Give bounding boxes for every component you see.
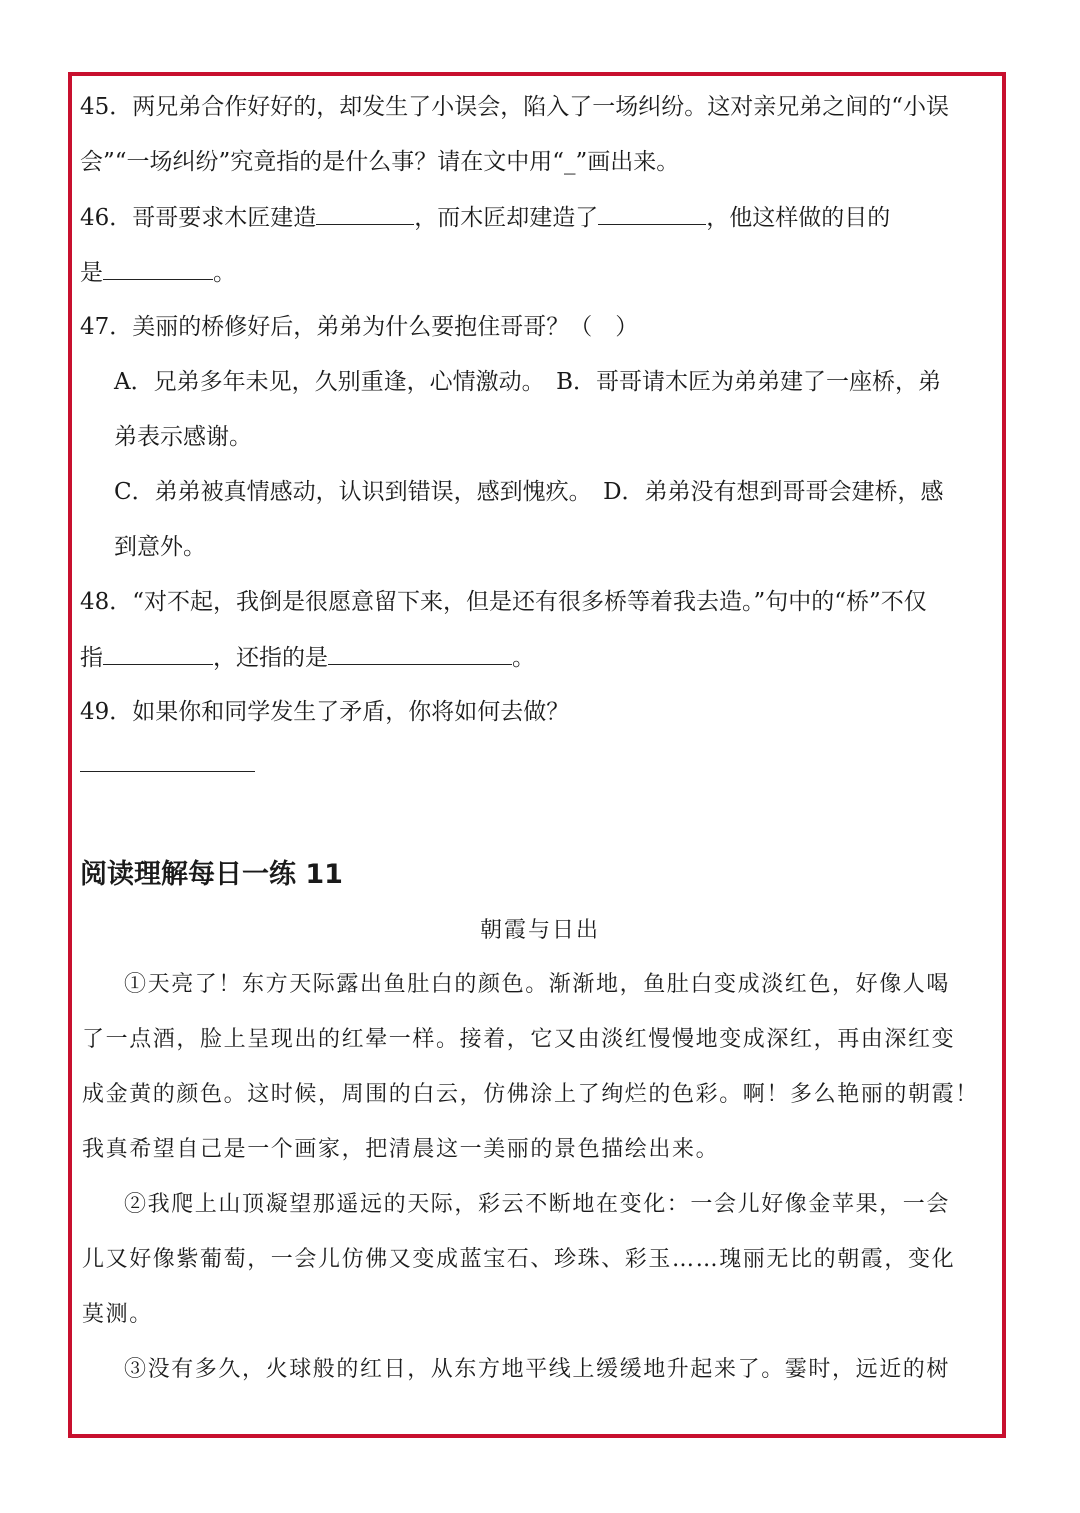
answer-blank[interactable] — [316, 202, 414, 225]
question-46-text-c: ，他这样做的目的 — [706, 205, 891, 231]
passage-p1-line-3: 成金黄的颜色。这时候，周围的白云，仿佛涂上了绚烂的色彩。啊！多么艳丽的朝霞！ — [82, 1082, 979, 1107]
passage-p1-line-2: 了一点酒，脸上呈现出的红晕一样。接着，它又由淡红慢慢地变成深红，再由深红变 — [82, 1027, 956, 1052]
question-45-line-2: 会”“一场纠纷”究竟指的是什么事？请在文中用“_”画出来。 — [80, 149, 680, 175]
passage-p2-line-1: ②我爬上山顶凝望那遥远的天际，彩云不断地在变化：一会儿好像金苹果，一会 — [124, 1192, 951, 1217]
answer-line[interactable] — [80, 771, 255, 772]
answer-blank[interactable] — [103, 642, 213, 665]
question-47-options-cd-cont: 到意外。 — [114, 534, 206, 560]
question-48-text-a: 指 — [80, 645, 103, 671]
question-46-line-2 — [80, 257, 236, 288]
question-48-text-b: ，还指的是 — [213, 645, 328, 671]
question-46-text-d: 是 — [80, 260, 103, 286]
question-46-line-1 — [80, 202, 890, 233]
question-48-line-1: 48．“对不起，我倒是很愿意留下来，但是还有很多桥等着我去造。”句中的“桥”不仅 — [80, 589, 927, 615]
answer-blank[interactable] — [103, 257, 213, 280]
question-48-text-c: 。 — [512, 645, 535, 671]
passage-p1-line-1: ①天亮了！东方天际露出鱼肚白的颜色。渐渐地，鱼肚白变成淡红色，好像人喝 — [124, 972, 951, 997]
section-heading: 阅读理解每日一练 11 — [80, 859, 343, 890]
passage-p1-line-4: 我真希望自己是一个画家，把清晨这一美丽的景色描绘出来。 — [82, 1137, 720, 1162]
question-49-stem: 49．如果你和同学发生了矛盾，你将如何去做？ — [80, 699, 570, 725]
passage-p3-line-1: ③没有多久，火球般的红日，从东方地平线上缓缓地升起来了。霎时，远近的树 — [124, 1357, 951, 1382]
passage-title: 朝霞与日出 — [479, 918, 600, 943]
question-47-options-ab: A．兄弟多年未见，久别重逢，心情激动。 B．哥哥请木匠为弟弟建了一座桥，弟 — [114, 369, 942, 395]
question-47-options-cd: C．弟弟被真情感动，认识到错误，感到愧疚。 D．弟弟没有想到哥哥会建桥，感 — [114, 479, 944, 505]
question-47-options-ab-cont: 弟表示感谢。 — [114, 424, 252, 450]
passage-p2-line-2: 儿又好像紫葡萄，一会儿仿佛又变成蓝宝石、珍珠、彩玉……瑰丽无比的朝霞，变化 — [82, 1247, 956, 1272]
question-46-text-b: ，而木匠却建造了 — [414, 205, 599, 231]
question-46-text-e: 。 — [213, 260, 236, 286]
question-46-text-a: 46．哥哥要求木匠建造 — [80, 205, 317, 231]
passage-p2-line-3: 莫测。 — [82, 1302, 153, 1327]
question-48-line-2 — [80, 642, 535, 673]
question-47-stem: 47．美丽的桥修好后，弟弟为什么要抱住哥哥？（ ） — [80, 314, 639, 340]
answer-blank[interactable] — [328, 642, 512, 665]
question-45-line-1: 45．两兄弟合作好好的，却发生了小误会，陷入了一场纠纷。这对亲兄弟之间的“小误 — [80, 94, 950, 120]
answer-blank[interactable] — [598, 202, 706, 225]
